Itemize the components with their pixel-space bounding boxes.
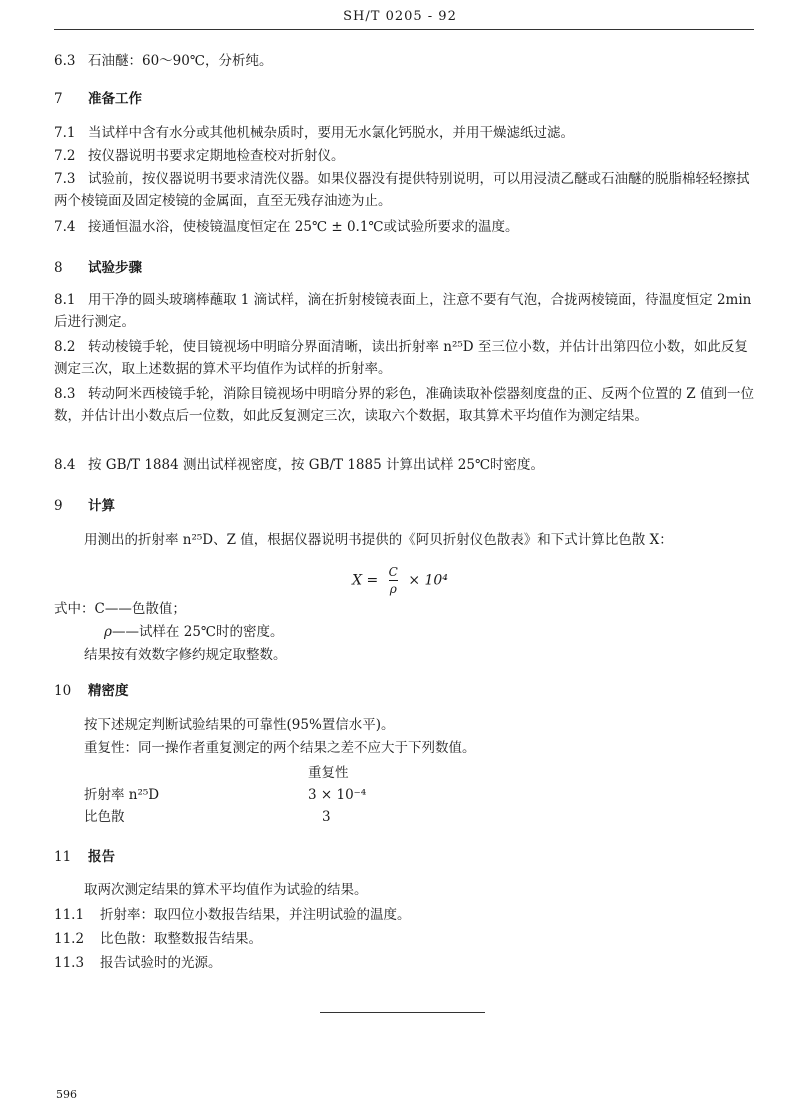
clause-11-3	[54, 952, 754, 974]
clause-text: 接通恒温水浴，使棱镜温度恒定在 25℃ ± 0.1℃或试验所要求的温度。	[88, 219, 519, 235]
clause-number: 7.4	[54, 219, 76, 235]
precision-intro: 按下述规定判断试验结果的可靠性(95%置信水平)。	[84, 717, 395, 733]
clause-8-3	[54, 383, 754, 427]
precision-table	[84, 762, 366, 828]
clause-number: 11.3	[54, 955, 85, 971]
end-rule	[320, 1012, 485, 1013]
section-title: 报告	[88, 849, 115, 865]
clause-number: 7.2	[54, 148, 76, 164]
density-definition: ——试样在 25℃时的密度。	[111, 624, 284, 640]
formula-denominator: ρ	[389, 582, 397, 596]
row-item: 比色散	[84, 809, 125, 825]
clause-8-1	[54, 289, 754, 333]
formula-lhs: X =	[352, 572, 379, 589]
clause-text: 石油醚：60～90℃，分析纯。	[88, 53, 273, 69]
section-title: 计算	[88, 498, 115, 514]
row-value: 3 × 10⁻⁴	[308, 787, 367, 803]
where-line-1: 式中：C——色散值；	[54, 601, 186, 617]
clause-number: 11.1	[54, 907, 85, 923]
clause-text: 试验前，按仪器说明书要求清洗仪器。如果仪器没有提供特别说明，可以用浸渍乙醚或石油醚的脱脂棉轻轻擦拭两个棱镜面及固定棱镜的金属面，直至无残存油迹为止。	[54, 171, 750, 209]
clause-8-4	[54, 454, 754, 476]
clause-text: 按仪器说明书要求定期地检查校对折射仪。	[88, 148, 345, 164]
clause-text: 转动棱镜手轮，使目镜视场中明暗分界面清晰，读出折射率 n²⁵D 至三位小数，并估计出第四位小数，如此反复测定三次，取上述数据的算术平均值作为试样的折射率。	[54, 339, 748, 377]
clause-11-2	[54, 928, 754, 950]
clause-number: 8.3	[54, 386, 76, 402]
clause-number: 8.1	[54, 292, 76, 308]
clause-number: 6.3	[54, 53, 76, 69]
clause-7-2	[54, 145, 754, 167]
clause-text: 折射率：取四位小数报告结果，并注明试验的温度。	[100, 907, 411, 923]
section-10-heading	[54, 680, 754, 702]
clause-7-3	[54, 168, 754, 212]
clause-text: 比色散：取整数报告结果。	[100, 931, 262, 947]
formula-rhs: × 10⁴	[408, 572, 448, 589]
section-number: 9	[54, 498, 63, 514]
clause-text: 报告试验时的光源。	[100, 955, 222, 971]
standard-number: SH/T 0205 - 92	[343, 9, 457, 24]
calc-intro: 用测出的折射率 n²⁵D、Z 值，根据仪器说明书提供的《阿贝折射仪色散表》和下式计算比色散 X：	[84, 532, 673, 548]
row-item: 折射率 n²⁵D	[84, 787, 160, 803]
clause-7-1	[54, 122, 754, 144]
page-number: 596	[56, 1088, 77, 1101]
section-8-heading	[54, 257, 754, 279]
row-value: 3	[322, 809, 331, 825]
clause-text: 转动阿米西棱镜手轮，消除目镜视场中明暗分界的彩色，准确读取补偿器刻度盘的正、反两个位置的 Z 值到一位数，并估计出小数点后一位数，如此反复测定三次，读取六个数据，取其算术平均值作为测定结果。	[54, 386, 754, 424]
formula-fraction	[389, 565, 398, 596]
report-intro: 取两次测定结果的算术平均值作为试验的结果。	[84, 882, 368, 898]
section-9-heading	[54, 495, 754, 517]
where-line-2	[104, 621, 800, 643]
column-header-repeatability: 重复性	[308, 765, 349, 781]
clause-number: 7.3	[54, 171, 76, 187]
section-7-heading	[54, 88, 754, 110]
clause-text: 按 GB/T 1884 测出试样视密度，按 GB/T 1885 计算出试样 25℃时密度。	[88, 457, 545, 473]
clause-8-2	[54, 336, 754, 380]
dispersion-formula	[0, 565, 800, 596]
clause-number: 8.2	[54, 339, 76, 355]
clause-number: 11.2	[54, 931, 85, 947]
section-title: 准备工作	[88, 91, 142, 107]
table-row	[84, 806, 366, 828]
formula-numerator: C	[388, 565, 398, 579]
section-number: 8	[54, 260, 63, 276]
section-title: 精密度	[88, 683, 129, 699]
clause-7-4	[54, 216, 754, 238]
clause-number: 7.1	[54, 125, 76, 141]
clause-6-3	[54, 50, 754, 72]
section-number: 11	[54, 849, 72, 865]
header-rule	[54, 29, 754, 30]
repeatability-text: 重复性：同一操作者重复测定的两个结果之差不应大于下列数值。	[84, 740, 476, 756]
page-header	[0, 0, 800, 30]
table-header-row	[84, 762, 366, 784]
rounding-note: 结果按有效数字修约规定取整数。	[84, 647, 287, 663]
fraction-bar	[389, 580, 398, 581]
section-title: 试验步骤	[88, 260, 142, 276]
density-symbol: ρ	[104, 624, 112, 640]
clause-11-1	[54, 904, 754, 926]
clause-text: 当试样中含有水分或其他机械杂质时，要用无水氯化钙脱水，并用干燥滤纸过滤。	[88, 125, 574, 141]
section-11-heading	[54, 846, 754, 868]
clause-text: 用干净的圆头玻璃棒蘸取 1 滴试样，滴在折射棱镜表面上，注意不要有气泡，合拢两棱镜面，待温度恒定 2min 后进行测定。	[54, 292, 752, 330]
table-row	[84, 784, 366, 806]
section-number: 10	[54, 683, 72, 699]
section-number: 7	[54, 91, 63, 107]
clause-number: 8.4	[54, 457, 76, 473]
